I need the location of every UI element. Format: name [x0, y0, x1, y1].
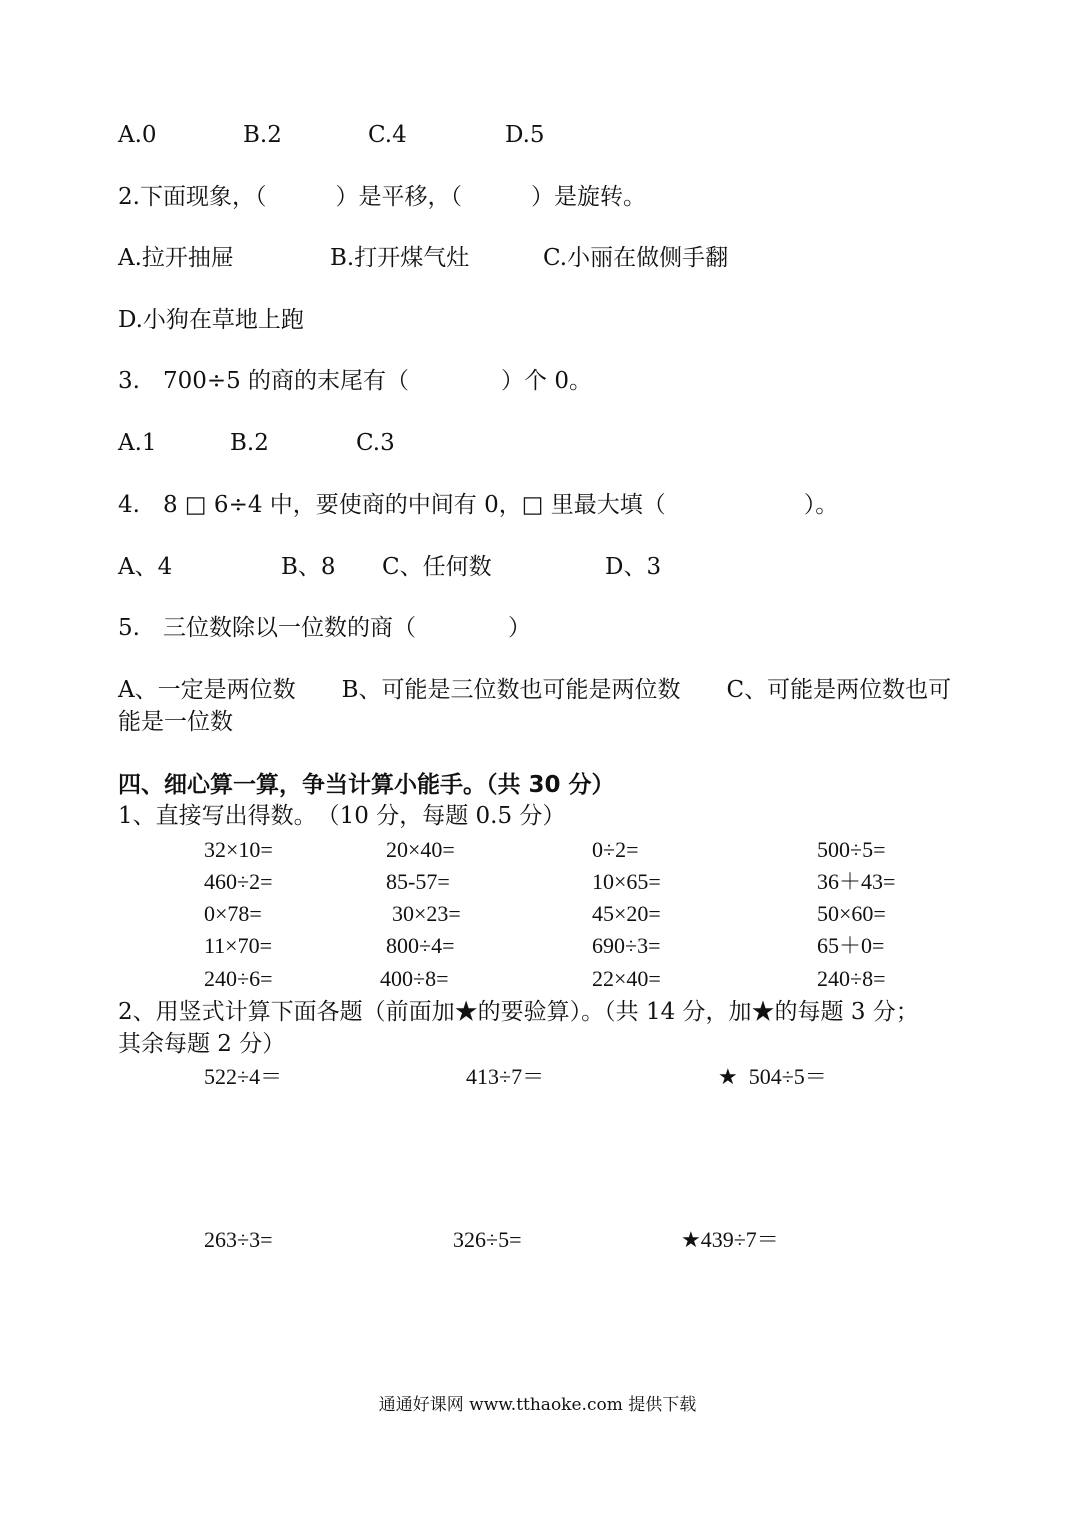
- oral-item: 240÷8=: [817, 966, 886, 991]
- oral-item: 50×60=: [817, 901, 886, 926]
- q3-option-a: A.1: [118, 430, 157, 456]
- oral-item: 36＋43=: [817, 869, 896, 894]
- oral-item: 30×23=: [392, 901, 461, 926]
- q5-options-line1: A、一定是两位数 B、可能是三位数也可能是两位数 C、可能是两位数也可: [118, 677, 952, 703]
- oral-item: 20×40=: [386, 837, 455, 862]
- q5-options-line2: 能是一位数: [118, 709, 233, 735]
- section-heading: 四、细心算一算，争当计算小能手。（共 30 分）: [118, 772, 615, 798]
- oral-item: 45×20=: [592, 901, 661, 926]
- oral-item: 32×10=: [204, 837, 273, 862]
- q3-option-c: C.3: [356, 430, 395, 456]
- oral-item: 460÷2=: [204, 869, 273, 894]
- q1-option-d: D.5: [505, 122, 545, 148]
- oral-item: 400÷8=: [380, 966, 449, 991]
- oral-item: 22×40=: [592, 966, 661, 991]
- q3-stem: 3. 700÷5 的商的末尾有（ ）个 0。: [118, 368, 593, 394]
- oral-item: 800÷4=: [386, 933, 455, 958]
- q3-option-b: B.2: [230, 430, 269, 456]
- q4-option-b: B、8: [281, 554, 336, 580]
- q1-option-c: C.4: [368, 122, 407, 148]
- vertical-calc-item: 413÷7＝: [466, 1064, 545, 1089]
- oral-item: 500÷5=: [817, 837, 886, 862]
- q1-option-a: A.0: [118, 122, 157, 148]
- q2-stem: 2.下面现象，（ ）是平移，（ ）是旋转。: [118, 184, 646, 210]
- part2-title-line1: 2、用竖式计算下面各题（前面加★的要验算）。（共 14 分，加★的每题 3 分；: [118, 999, 919, 1025]
- q2-option-c: C.小丽在做侧手翻: [543, 245, 729, 271]
- q4-stem: 4. 8 □ 6÷4 中，要使商的中间有 0，□ 里最大填（ ）。: [118, 492, 839, 518]
- q5-stem: 5. 三位数除以一位数的商（ ）: [118, 615, 531, 641]
- oral-item: 10×65=: [592, 869, 661, 894]
- q2-option-b: B.打开煤气灶: [330, 245, 470, 271]
- vertical-calc-item: ★439÷7＝: [681, 1227, 779, 1252]
- q4-option-d: D、3: [605, 554, 662, 580]
- q2-option-d: D.小狗在草地上跑: [118, 307, 304, 333]
- oral-item: 65＋0=: [817, 933, 885, 958]
- oral-item: 85-57=: [386, 869, 450, 894]
- oral-item: 0÷2=: [592, 837, 639, 862]
- oral-item: 11×70=: [204, 933, 272, 958]
- oral-item: 690÷3=: [592, 933, 661, 958]
- part2-title-line2: 其余每题 2 分）: [118, 1031, 286, 1057]
- part1-title: 1、直接写出得数。 （10 分，每题 0.5 分）: [118, 803, 566, 829]
- vertical-calc-item: ★ 504÷5＝: [718, 1064, 827, 1089]
- oral-item: 240÷6=: [204, 966, 273, 991]
- oral-item: 0×78=: [204, 901, 262, 926]
- vertical-calc-item: 326÷5=: [453, 1227, 522, 1252]
- q2-option-a: A.拉开抽屉: [118, 245, 234, 271]
- footer-credit: 通通好课网 www.tthaoke.com 提供下载: [378, 1395, 697, 1415]
- q4-option-a: A、4: [118, 554, 173, 580]
- vertical-calc-item: 263÷3=: [204, 1227, 273, 1252]
- vertical-calc-item: 522÷4＝: [204, 1064, 283, 1089]
- q1-option-b: B.2: [243, 122, 282, 148]
- q4-option-c: C、任何数: [382, 554, 492, 580]
